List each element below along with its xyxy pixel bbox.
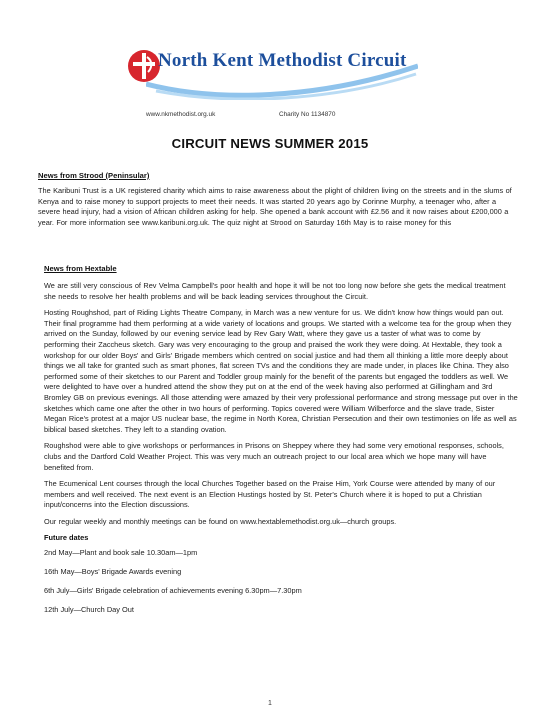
- hextable-paragraph: The Ecumenical Lent courses through the local Churches Together based on the Praise Him, York Course were attended by many of our members and well received. The next event is an Election Hustings hosted by St. Peter's Church where it is hoped to put a Christian input/concerns into the Election discussions.: [44, 479, 496, 510]
- section-heading-hextable: News from Hextable: [44, 264, 117, 273]
- section-heading-strood: News from Strood (Peninsular): [38, 171, 150, 180]
- future-dates-heading: Future dates: [44, 533, 89, 543]
- hextable-paragraph: We are still very conscious of Rev Velma Campbell's poor health and hope it will be not too long now before she gets the medical treatment she needs to resolve her health problems and will be back leading services throughout the Circuit.: [44, 281, 506, 301]
- cross-flame-icon: [126, 48, 162, 84]
- hextable-paragraph: Roughshod were able to give workshops or performances in Prisons on Sheppey where they had some very emotional responses, schools, clubs and the Dartford Cold Weather Project. This was very much an outreach project to our local area which we hope many will have benefited from.: [44, 441, 504, 472]
- date-item: 16th May—Boys' Brigade Awards evening: [44, 567, 182, 577]
- hextable-paragraph: Our regular weekly and monthly meetings can be found on www.hextablemethodist.org.uk—church groups.: [44, 516, 397, 526]
- date-item: 6th July—Girls' Brigade celebration of achievements evening 6.30pm—7.30pm: [44, 586, 302, 596]
- date-item: 2nd May—Plant and book sale 10.30am—1pm: [44, 548, 198, 558]
- hextable-paragraph: Hosting Roughshod, part of Riding Lights Theatre Company, in March was a new venture for us. We didn't know how things would pan out. Their final programme had them performing at a wide variety of locations and groups. We started with a welcome tea for the group when they arrived on the Sunday, followed by our evening service lead by Rev Gary Watt, where they gave us a taster of what was to come by performing their Zaccheus sketch. Gary was very encouraging to the group and praised the work they were doing. At Hextable, they took a workshop for our older Boys' and Girls' Brigade members which centred on social justice and had them all thinking a little more deeply about things we all take for granted such as smart phones, flat screen TVs and the conditions they are made under, in places like China. They also performed some of their sketches to our Parent and Toddler group mainly for the benefit of the parents but engaged the toddlers as well. We were delighted to have over a hundred attend the show they put on at the end of the week having also performed at Gillingham and 3rd Bromley GB on previous evenings. All those attending were amazed by their very professional performance and strong message put over in the sketches which came one after the other in two hours of performing. Topics covered were William Wilberforce and the slave trade, Sister Megan Rice's protest at a major US nuclear base, the regime in North Korea, Christian Persecution and their own testimonies on life as well as biblical based sketches. They left to a standing ovation.: [44, 308, 518, 434]
- strood-paragraph: The Karibuni Trust is a UK registered charity which aims to raise awareness about the plight of children living on the streets and in the slums of Kenya and to raise money to support projects to meet their needs. It was started 20 years ago by Corinne Murphy, a teenager who, after a severe head injury, had a vision of African children asking for help. She opened a bank account with £2.56 and it now raises about £200,000 a year. For more information see www.karibuni.org.uk. The quiz night at Strood on Saturday 16th May is to raise money for this: [38, 186, 512, 227]
- section-hextable: [44, 264, 518, 624]
- website-link[interactable]: www.nkmethodist.org.uk: [146, 111, 216, 118]
- logo-text: North Kent Methodist Circuit: [158, 50, 407, 71]
- charity-number: Charity No 1134870: [279, 111, 336, 118]
- newsletter-title: CIRCUIT NEWS SUMMER 2015: [171, 136, 369, 151]
- page-number: 1: [268, 700, 272, 707]
- circuit-logo: [126, 44, 416, 98]
- date-item: 12th July—Church Day Out: [44, 605, 134, 615]
- section-strood: [38, 171, 518, 234]
